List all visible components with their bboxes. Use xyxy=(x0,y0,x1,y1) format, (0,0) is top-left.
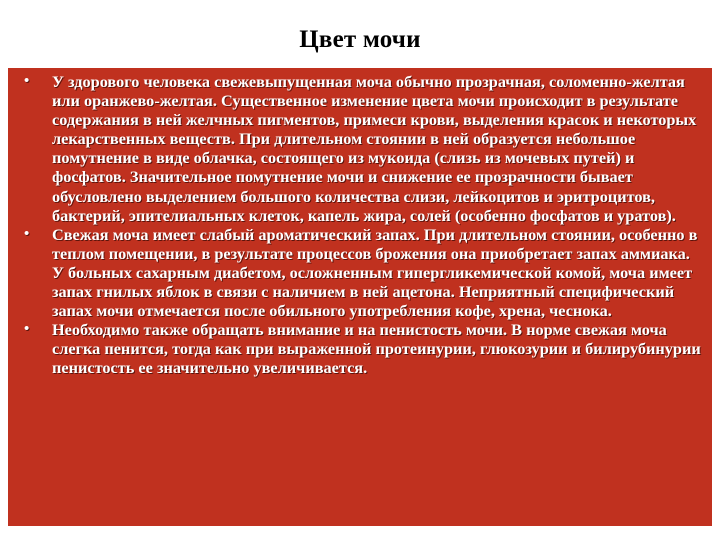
bullet-list xyxy=(22,72,702,378)
slide-title: Цвет мочи xyxy=(299,26,421,53)
bullet-item-foam xyxy=(22,320,702,377)
bullet-icon: • xyxy=(24,321,30,338)
bullet-text: Необходимо также обращать внимание и на пенистость мочи. В норме свежая моча слегка пенится, тогда как при выраженной протеинурии, глюкозурии и билирубинурии пенистость ее значительно увеличивается. xyxy=(52,320,701,378)
bullet-text: У здорового человека свежевыпущенная моча обычно прозрачная, соломенно-желтая или оранжево-желтая. Существенное изменение цвета мочи происходит в результате содержания в ней желчных пигментов, примеси крови, выделения красок и некоторых лекарственных веществ. При длительном стоянии в ней образуется небольшое помутнение в виде облачка, состоящего из мукоида (слизь из мочевых путей) и фосфатов. Значительное помутнение мочи и снижение ее прозрачности бывает обусловлено выделением большого количества слизи, лейкоцитов и эритроцитов, бактерий, эпителиальных клеток, капель жира, солей (особенно фосфатов и уратов). xyxy=(52,72,697,225)
bullet-icon: • xyxy=(24,225,30,242)
content-panel xyxy=(8,68,712,526)
bullet-text: Свежая моча имеет слабый ароматический запах. При длительном стоянии, особенно в теплом помещении, в результате процессов брожения она приобретает запах аммиака. У больных сахарным диабетом, осложненным гипергликемической комой, моча имеет запах гнилых яблок в связи с наличием в ней ацетона. Неприятный специфический запах мочи отмечается после обильного употребления кофе, хрена, чеснока. xyxy=(52,224,698,321)
bullet-icon: • xyxy=(24,73,30,89)
bullet-item-smell xyxy=(22,225,702,320)
bullet-item-color xyxy=(22,72,702,225)
